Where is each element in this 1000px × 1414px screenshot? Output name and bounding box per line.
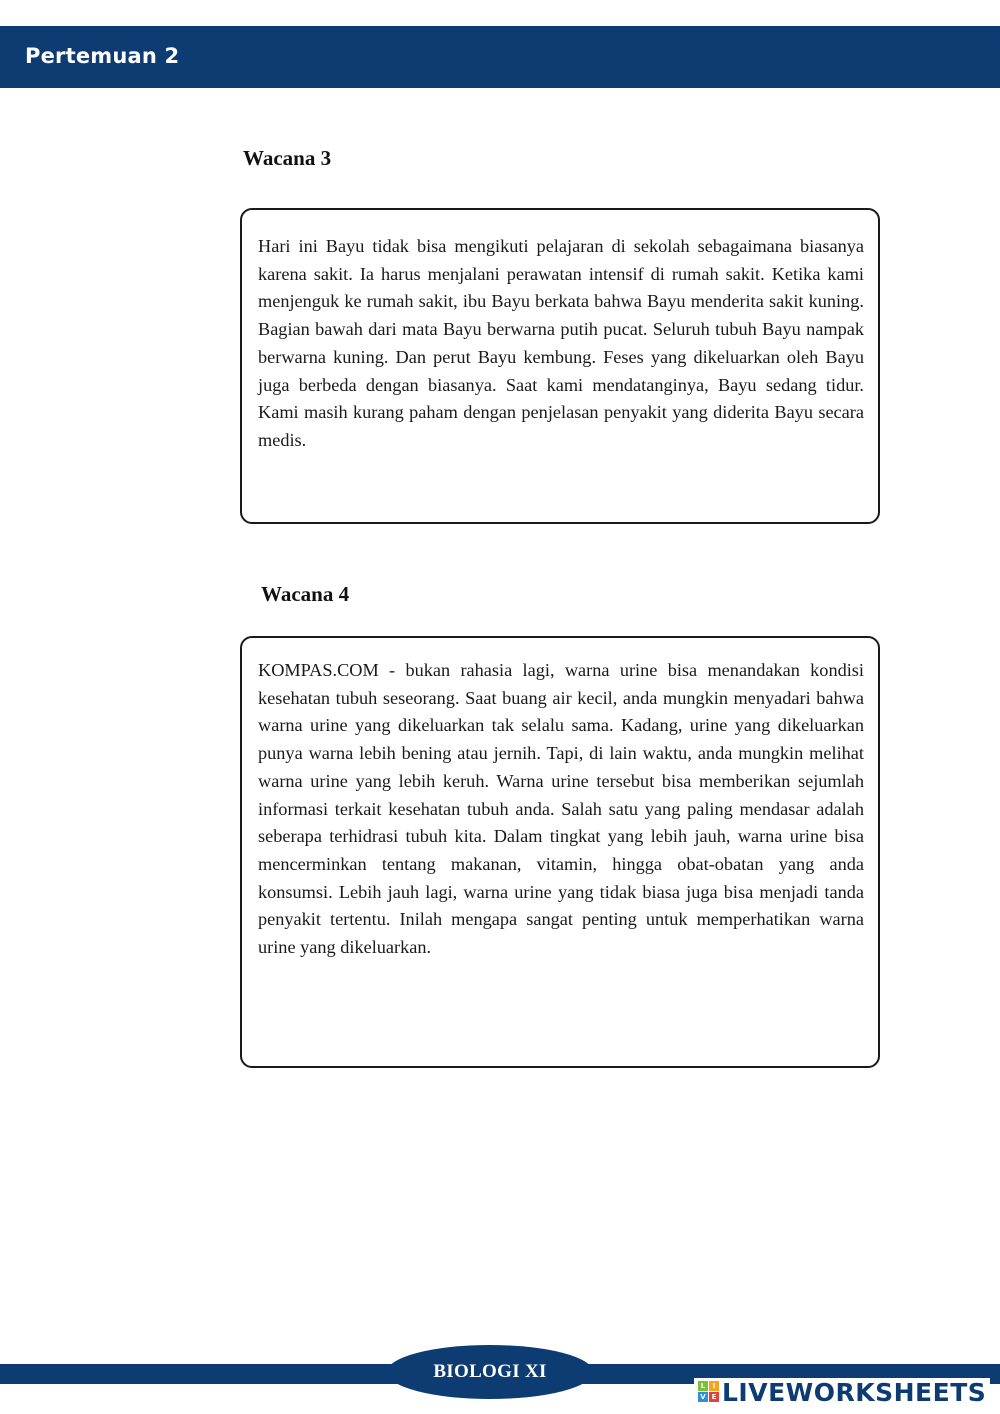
logo-letter-l: L: [698, 1381, 708, 1391]
logo-letter-i: I: [709, 1381, 719, 1391]
wacana-4-box: [240, 636, 880, 1068]
liveworksheets-logo-icon: [698, 1381, 720, 1403]
liveworksheets-logo-text: LIVEWORKSHEETS: [722, 1377, 987, 1407]
wacana-4-text: KOMPAS.COM - bukan rahasia lagi, warna urine bisa menandakan kondisi kesehatan tubuh seseorang. Saat buang air kecil, anda mungkin menyadari bahwa warna urine yang dikeluarkan tak selalu sama. Kadang, urine yang dikeluarkan punya warna lebih bening atau jernih. Tapi, di lain waktu, anda mungkin melihat warna urine yang lebih keruh. Warna urine tersebut bisa memberikan sejumlah informasi terkait kesehatan tubuh anda. Salah satu yang paling mendasar adalah seberapa terhidrasi tubuh kita. Dalam tingkat yang lebih jauh, warna urine bisa mencerminkan tentang makanan, vitamin, hingga obat-obatan yang anda konsumsi. Lebih jauh lagi, warna urine yang tidak biasa juga bisa menjadi tanda penyakit tertentu. Inilah mengapa sangat penting untuk memperhatikan warna urine yang dikeluarkan.: [258, 660, 864, 958]
logo-letter-e: E: [709, 1392, 719, 1402]
subject-badge: [387, 1345, 593, 1399]
wacana-4-heading: Wacana 4: [261, 582, 350, 606]
wacana-3-text: Hari ini Bayu tidak bisa mengikuti pelajaran di sekolah sebagaimana biasanya karena sakit. Ia harus menjalani perawatan intensif di rumah sakit. Ketika kami menjenguk ke rumah sakit, ibu Bayu berkata bahwa Bayu menderita sakit kuning. Bagian bawah dari mata Bayu berwarna putih pucat. Seluruh tubuh Bayu nampak berwarna kuning. Dan perut Bayu kembung. Feses yang dikeluarkan oleh Bayu juga berbeda dengan biasanya. Saat kami mendatanginya, Bayu sedang tidur. Kami masih kurang paham dengan penjelasan penyakit yang diderita Bayu secara medis.: [258, 236, 864, 450]
wacana-3-heading: Wacana 3: [243, 146, 332, 170]
subject-label: BIOLOGI XI: [433, 1361, 547, 1382]
page-title: Pertemuan 2: [25, 44, 180, 68]
wacana-3-box: [240, 208, 880, 524]
logo-letter-v: V: [698, 1392, 708, 1402]
liveworksheets-logo[interactable]: [694, 1378, 990, 1406]
